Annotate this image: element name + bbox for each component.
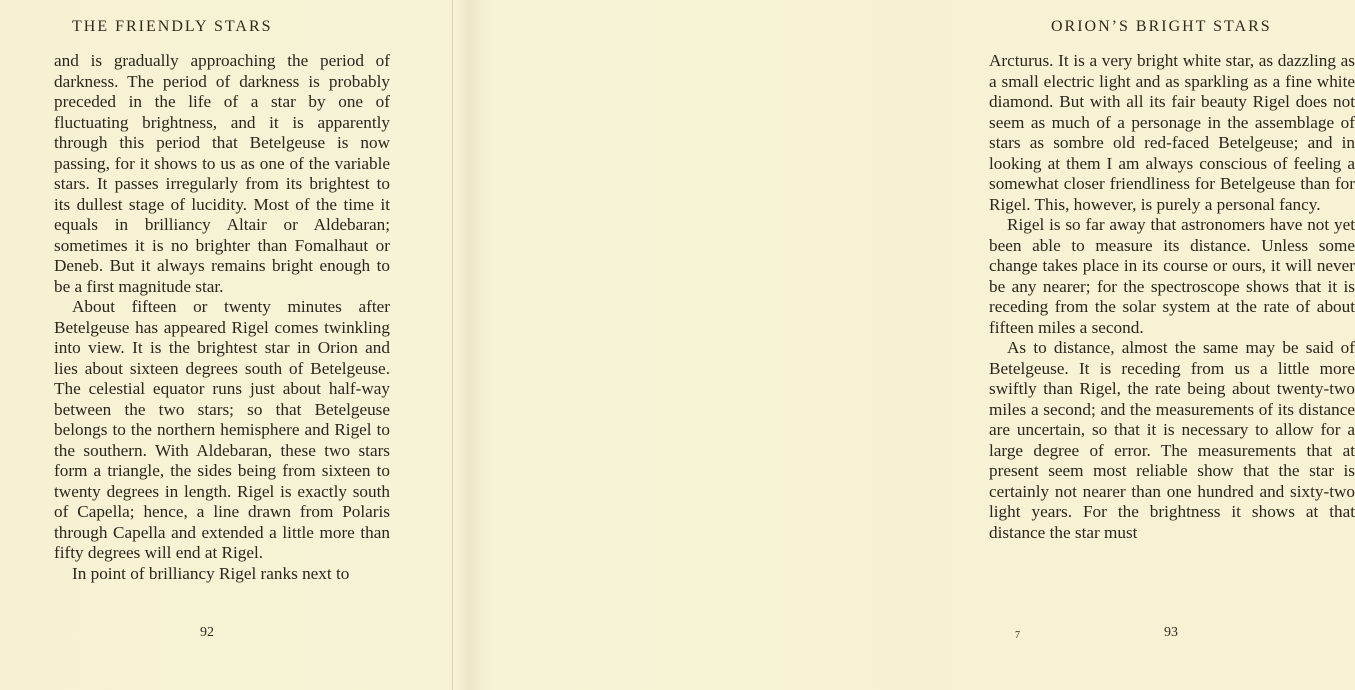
- left-page: [0, 0, 473, 690]
- right-paragraph-2: Rigel is so far away that astronomers have not yet been able to measure its distance. Unless some change takes place in its course or ours, it will never be any nearer; for the spectroscope shows that it is receding from the solar system at the rate of about fifteen miles a second.: [989, 215, 1355, 337]
- left-running-head: THE FRIENDLY STARS: [72, 18, 273, 35]
- right-paragraph-3: As to distance, almost the same may be said of Betelgeuse. It is receding from us a little more swiftly than Rigel, the rate being about twenty-two miles a second; and the measurements of its distance are uncertain, so that it is necessary to allow for a large degree of error. The measurements that at present seem most reliable show that the star is certainly not nearer than one hundred and sixty-two light years. For the brightness it shows at that distance the star must: [989, 338, 1355, 542]
- left-paragraph-1: and is gradually approaching the period of darkness. The period of darkness is probably preceded in the life of a star by one of fluctuating brightness, and it is apparently through this period that Betelgeuse is now passing, for it shows to us as one of the variable stars. It passes irregularly from its brightest to its dullest stage of lucidity. Most of the time it equals in brilliancy Altair or Aldebaran; sometimes it is no brighter than Fomalhaut or Deneb. But it always remains bright enough to be a first magnitude star.: [54, 51, 390, 296]
- left-paragraph-2: About fifteen or twenty minutes after Betelgeuse has appeared Rigel comes twinkling into view. It is the brightest star in Orion and lies about sixteen degrees south of Betelgeuse. The celestial equator runs just about half-way between the two stars; so that Betelgeuse belongs to the northern hemisphere and Rigel to the southern. With Aldebaran, these two stars form a triangle, the sides being from sixteen to twenty degrees in length. Rigel is exactly south of Capella; hence, a line drawn from Polaris through Capella and extended a little more than fifty degrees will end at Rigel.: [54, 297, 390, 562]
- right-page: [473, 0, 1355, 690]
- gutter-line: [452, 0, 453, 690]
- left-page-number: 92: [200, 625, 214, 640]
- right-running-head: ORION’S BRIGHT STARS: [1051, 18, 1272, 35]
- right-paragraph-1: Arcturus. It is a very bright white star, as dazzling as a small electric light and as sparkling as a fine white diamond. But with all its fair beauty Rigel does not seem as much of a personage in the assemblage of stars as sombre old red-faced Betelgeuse; and in looking at them I am always conscious of feeling a somewhat closer friendliness for Betelgeuse than for Rigel. This, however, is purely a personal fancy.: [989, 51, 1355, 214]
- left-paragraph-3: In point of brilliancy Rigel ranks next to: [72, 563, 350, 583]
- right-page-text: [989, 51, 1355, 543]
- right-page-number: 93: [1164, 625, 1178, 640]
- left-page-text: [54, 51, 390, 584]
- signature-mark: 7: [1015, 630, 1020, 641]
